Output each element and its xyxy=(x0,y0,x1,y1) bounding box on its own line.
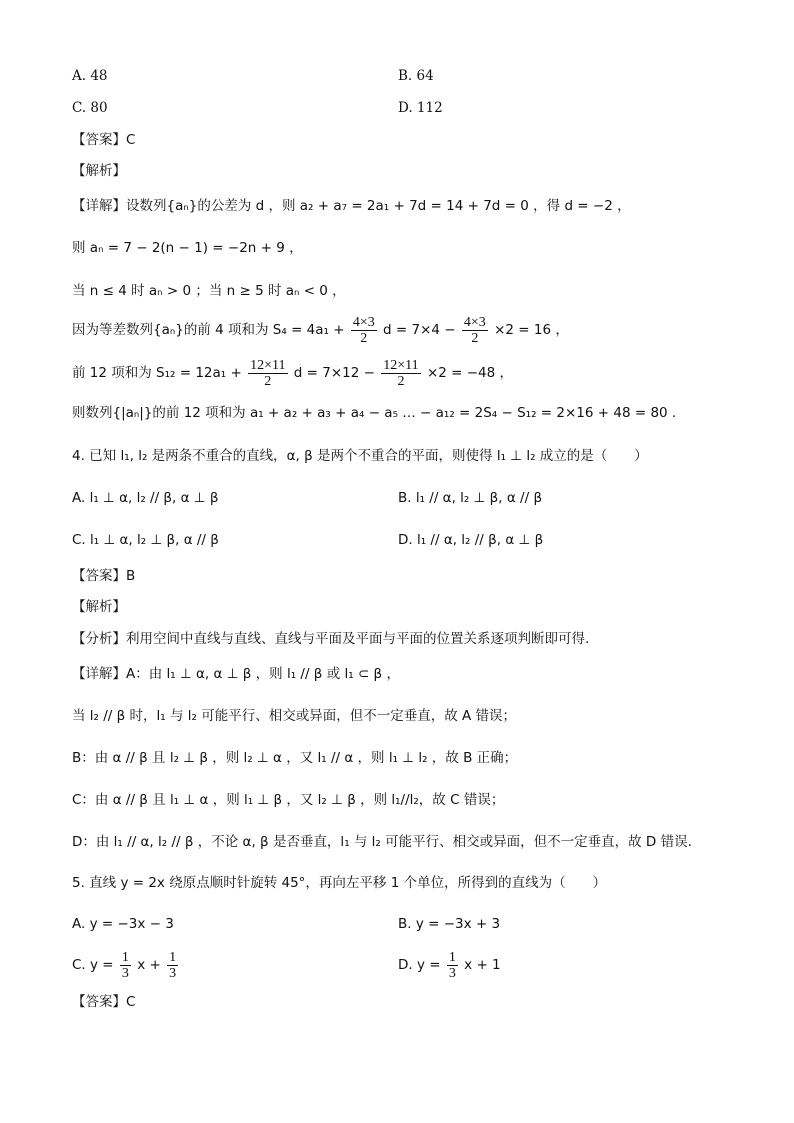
q3-answer: 【答案】C xyxy=(72,132,136,148)
q5-stem: 5. 直线 y = 2x 绕原点顺时针旋转 45°，再向左平移 1 个单位，所得到的直线为（ ） xyxy=(72,875,607,891)
q5-option-c xyxy=(72,948,180,982)
q3-option-d: D. 112 xyxy=(398,100,443,116)
q4-detail-c: C：由 α // β 且 l₁ ⊥ α ，则 l₁ ⊥ β ，又 l₂ ⊥ β ，则 l₁//l₂，故 C 错误； xyxy=(72,792,505,808)
fraction-denominator: 3 xyxy=(121,965,129,981)
q5-option-a: A. y = −3x − 3 xyxy=(72,916,174,932)
q3-fraction xyxy=(248,358,287,389)
fraction-denominator: 2 xyxy=(360,330,368,346)
q3-detail-6: 则数列{|aₙ|}的前 12 项和为 a₁ + a₂ + a₃ + a₄ − a₅ … − a₁₂ = 2S₄ − S₁₂ = 2×16 + 48 = 80 . xyxy=(72,405,677,421)
q4-detail-a: 【详解】A：由 l₁ ⊥ α, α ⊥ β ，则 l₁ // β 或 l₁ ⊂ β ， xyxy=(72,666,400,682)
q3-option-c: C. 80 xyxy=(72,100,108,116)
q5-option-c-mid: x + xyxy=(137,957,161,973)
q5-fraction xyxy=(167,950,178,981)
fraction-denominator: 2 xyxy=(397,373,405,389)
q4-detail-d: D：由 l₁ // α, l₂ // β ，不论 α, β 是否垂直，l₁ 与 l₂ 可能平行、相交或异面，但不一定垂直，故 D 错误. xyxy=(72,834,692,850)
q5-fraction xyxy=(120,950,131,981)
q3-detail-1: 【详解】设数列{aₙ}的公差为 d ，则 a₂ + a₇ = 2a₁ + 7d = 14 + 7d = 0 ，得 d = −2 ， xyxy=(72,198,631,214)
q4-analysis-label: 【解析】 xyxy=(72,599,126,615)
fraction-numerator: 12×11 xyxy=(250,357,286,373)
q3-detail-4-pre: 因为等差数列{aₙ}的前 4 项和为 S₄ = 4a₁ + xyxy=(72,322,345,338)
q3-detail-5 xyxy=(72,356,513,390)
fraction-numerator: 1 xyxy=(448,949,456,965)
q5-option-c-pre: C. y = xyxy=(72,957,114,973)
q4-option-d: D. l₁ // α, l₂ // β, α ⊥ β xyxy=(398,532,544,548)
q3-detail-3: 当 n ≤ 4 时 aₙ > 0 ；当 n ≥ 5 时 aₙ < 0 ， xyxy=(72,283,346,299)
q3-detail-5-mid: d = 7×12 − xyxy=(293,365,375,381)
q3-detail-5-pre: 前 12 项和为 S₁₂ = 12a₁ + xyxy=(72,365,242,381)
fraction-denominator: 2 xyxy=(264,373,272,389)
q4-detail-b: B：由 α // β 且 l₂ ⊥ β ，则 l₂ ⊥ α ，又 l₁ // α ，则 l₁ ⊥ l₂ ，故 B 正确； xyxy=(72,750,518,766)
q4-option-a: A. l₁ ⊥ α, l₂ // β, α ⊥ β xyxy=(72,490,219,506)
q3-fraction xyxy=(351,315,377,346)
q4-option-c: C. l₁ ⊥ α, l₂ ⊥ β, α // β xyxy=(72,532,219,548)
q3-analysis-label: 【解析】 xyxy=(72,163,126,179)
fraction-denominator: 2 xyxy=(471,330,479,346)
fraction-denominator: 3 xyxy=(448,965,456,981)
q5-option-d-pre: D. y = xyxy=(398,957,441,973)
q4-fenxi: 【分析】利用空间中直线与直线、直线与平面及平面与平面的位置关系逐项判断即可得. xyxy=(72,631,590,647)
q3-fraction xyxy=(381,358,420,389)
fraction-numerator: 1 xyxy=(169,949,177,965)
q3-detail-5-post: ×2 = −48 ， xyxy=(426,365,514,381)
q5-answer: 【答案】C xyxy=(72,994,136,1010)
fraction-denominator: 3 xyxy=(169,965,177,981)
q4-detail-a2: 当 l₂ // β 时，l₁ 与 l₂ 可能平行、相交或异面，但不一定垂直，故 A 错误； xyxy=(72,708,517,724)
fraction-numerator: 4×3 xyxy=(463,314,486,330)
q3-fraction xyxy=(462,315,488,346)
q5-option-b: B. y = −3x + 3 xyxy=(398,916,501,932)
q5-fraction xyxy=(447,950,458,981)
fraction-numerator: 4×3 xyxy=(352,314,375,330)
q3-detail-4-mid: d = 7×4 − xyxy=(383,322,456,338)
fraction-numerator: 12×11 xyxy=(383,357,419,373)
q3-detail-4-post: ×2 = 16 ， xyxy=(494,322,569,338)
q3-option-a: A. 48 xyxy=(72,68,108,84)
q4-answer: 【答案】B xyxy=(72,568,136,584)
q5-option-d xyxy=(398,948,501,982)
fraction-numerator: 1 xyxy=(121,949,129,965)
q4-stem: 4. 已知 l₁, l₂ 是两条不重合的直线，α, β 是两个不重合的平面，则使得 l₁ ⊥ l₂ 成立的是（ ） xyxy=(72,448,648,464)
q4-option-b: B. l₁ // α, l₂ ⊥ β, α // β xyxy=(398,490,543,506)
q5-option-d-post: x + 1 xyxy=(464,957,501,973)
q3-detail-4 xyxy=(72,313,569,347)
q3-detail-2: 则 aₙ = 7 − 2(n − 1) = −2n + 9 ， xyxy=(72,240,303,256)
q3-option-b: B. 64 xyxy=(398,68,434,84)
